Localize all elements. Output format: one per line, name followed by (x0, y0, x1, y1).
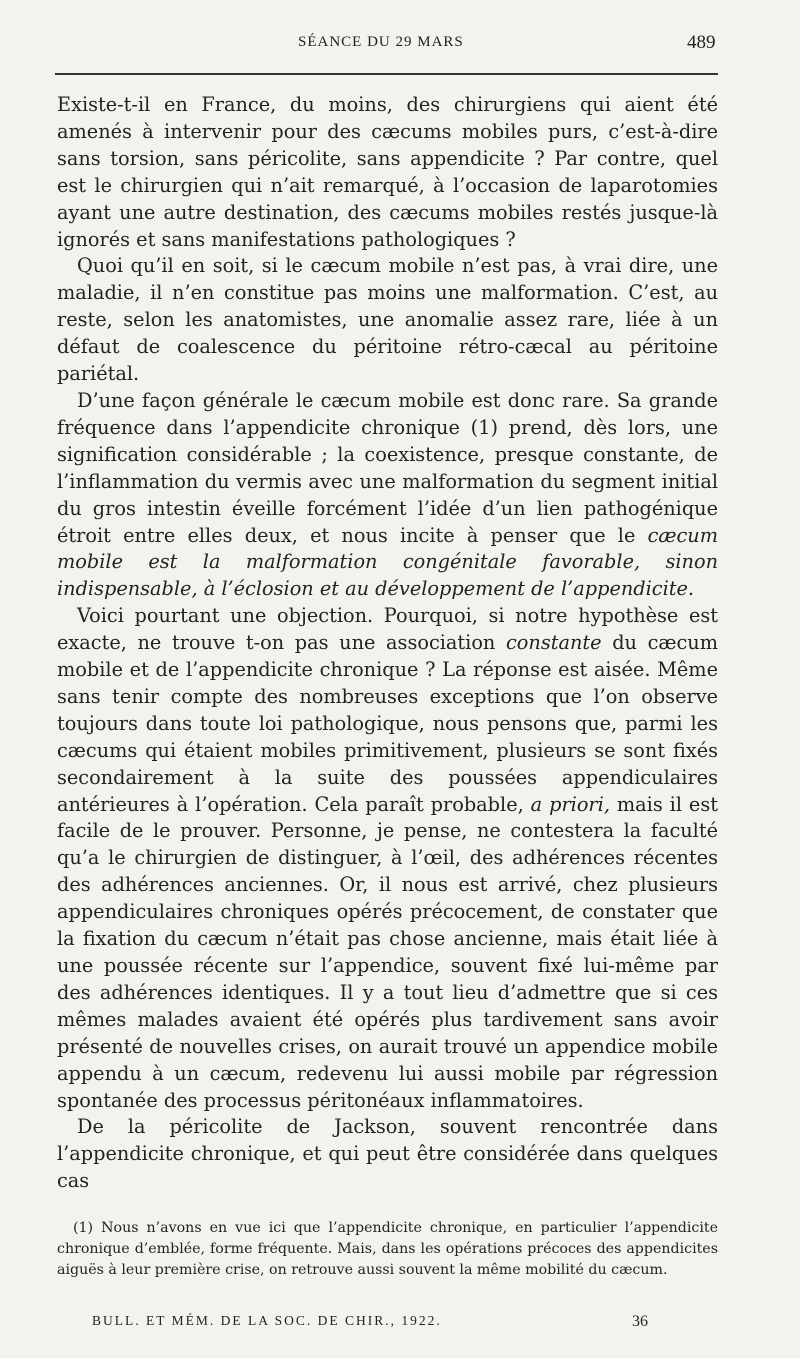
paragraph-4-italic-constante: constante (506, 631, 602, 655)
paragraph-4-italic-a-priori: a priori, (530, 792, 610, 816)
running-title: SÉANCE DU 29 MARS (298, 34, 464, 50)
page-header (0, 34, 800, 58)
paragraph-2: Quoi qu’il en soit, si le cæcum mobile n’est pas, à vrai dire, une maladie, il n’en constitue pas moins une malformation. C’est, au reste, selon les anatomistes, une anomalie assez rare, liée à un défaut de coalescence du péritoine rétro-cæcal au péritoine pariétal. (57, 254, 718, 386)
journal-citation: BULL. ET MÉM. DE LA SOC. DE CHIR., 1922. (92, 1313, 442, 1328)
paragraph-4-text-b: du cæcum mobile et de l’appendicite chronique ? La réponse est aisée. Même sans tenir compte des nombreuses exceptions que l’on observe toujours dans toute loi pathologique, nous pensons que, parmi les cæcums qui étaient mobiles primitivement, plusieurs se sont fixés secondairement à la suite des poussées appendiculaires antérieures à l’opération. Cela paraît probable, (57, 631, 719, 816)
page-number: 489 (687, 32, 716, 53)
header-rule (55, 73, 718, 75)
footnote (57, 1218, 718, 1280)
paragraph-4-text-c: mais il est facile de le prouver. Personne, je pense, ne contestera la faculté qu’a le chirurgien de distinguer, à l’œil, des adhérences récentes des adhérences anciennes. Or, il nous est arrivé, chez plusieurs appendiculaires chroniques opérés précocement, de constater que la fixation du cæcum n’était pas chose ancienne, mais était liée à une poussée récente sur l’appendice, souvent fixé lui-même par des adhérences identiques. Il y a tout lieu d’admettre que si ces mêmes malades avaient été opérés plus tardivement sans avoir présenté de nouvelles crises, on aurait trouvé un appendice mobile appendu à un cæcum, redevenu lui aussi mobile par régression spontanée des processus péritonéaux inflammatoires. (57, 792, 718, 1112)
page-footer (0, 1313, 800, 1337)
paragraph-3-italic: cæcum mobile est la malformation congénitale favorable, sinon indispensable, à l’éclosion et au développement de l’appendicite. (57, 523, 718, 601)
body-text (57, 92, 718, 1195)
paragraph-1: Existe-t-il en France, du moins, des chirurgiens qui aient été amenés à intervenir pour des cæcums mobiles purs, c’est-à-dire sans torsion, sans péricolite, sans appendicite ? Par contre, quel est le chirurgien qui n’ait remarqué, à l’occasion de laparotomies ayant une autre destination, des cæcums mobiles restés jusque-là ignorés et sans manifestations pathologiques ? (57, 93, 718, 251)
paragraph-5: De la péricolite de Jackson, souvent rencontrée dans l’appendicite chronique, et qui peut être considérée dans quelques cas (57, 1115, 718, 1193)
paragraph-3 (57, 388, 718, 603)
footnote-text: (1) Nous n’avons en vue ici que l’appendicite chronique, en particulier l’appendicite chronique d’emblée, forme fréquente. Mais, dans les opérations précoces des appendicites aiguës à leur première crise, on retrouve aussi souvent la même mobilité du cæcum. (57, 1220, 718, 1278)
paragraph-4-text-a: Voici pourtant une objection. Pourquoi, si notre hypothèse est exacte, ne trouve t-on pas une association (57, 604, 718, 655)
paragraph-3-text: D’une façon générale le cæcum mobile est donc rare. Sa grande fréquence dans l’appendicite chronique (1) prend, dès lors, une signification considérable ; la coexistence, presque constante, de l’inflammation du vermis avec une malformation du segment initial du gros intestin éveille forcément l’idée d’un lien pathogénique étroit entre elles deux, et nous incite à penser que le (57, 388, 718, 547)
sheet-number: 36 (632, 1313, 648, 1330)
paragraph-4 (57, 603, 718, 1114)
